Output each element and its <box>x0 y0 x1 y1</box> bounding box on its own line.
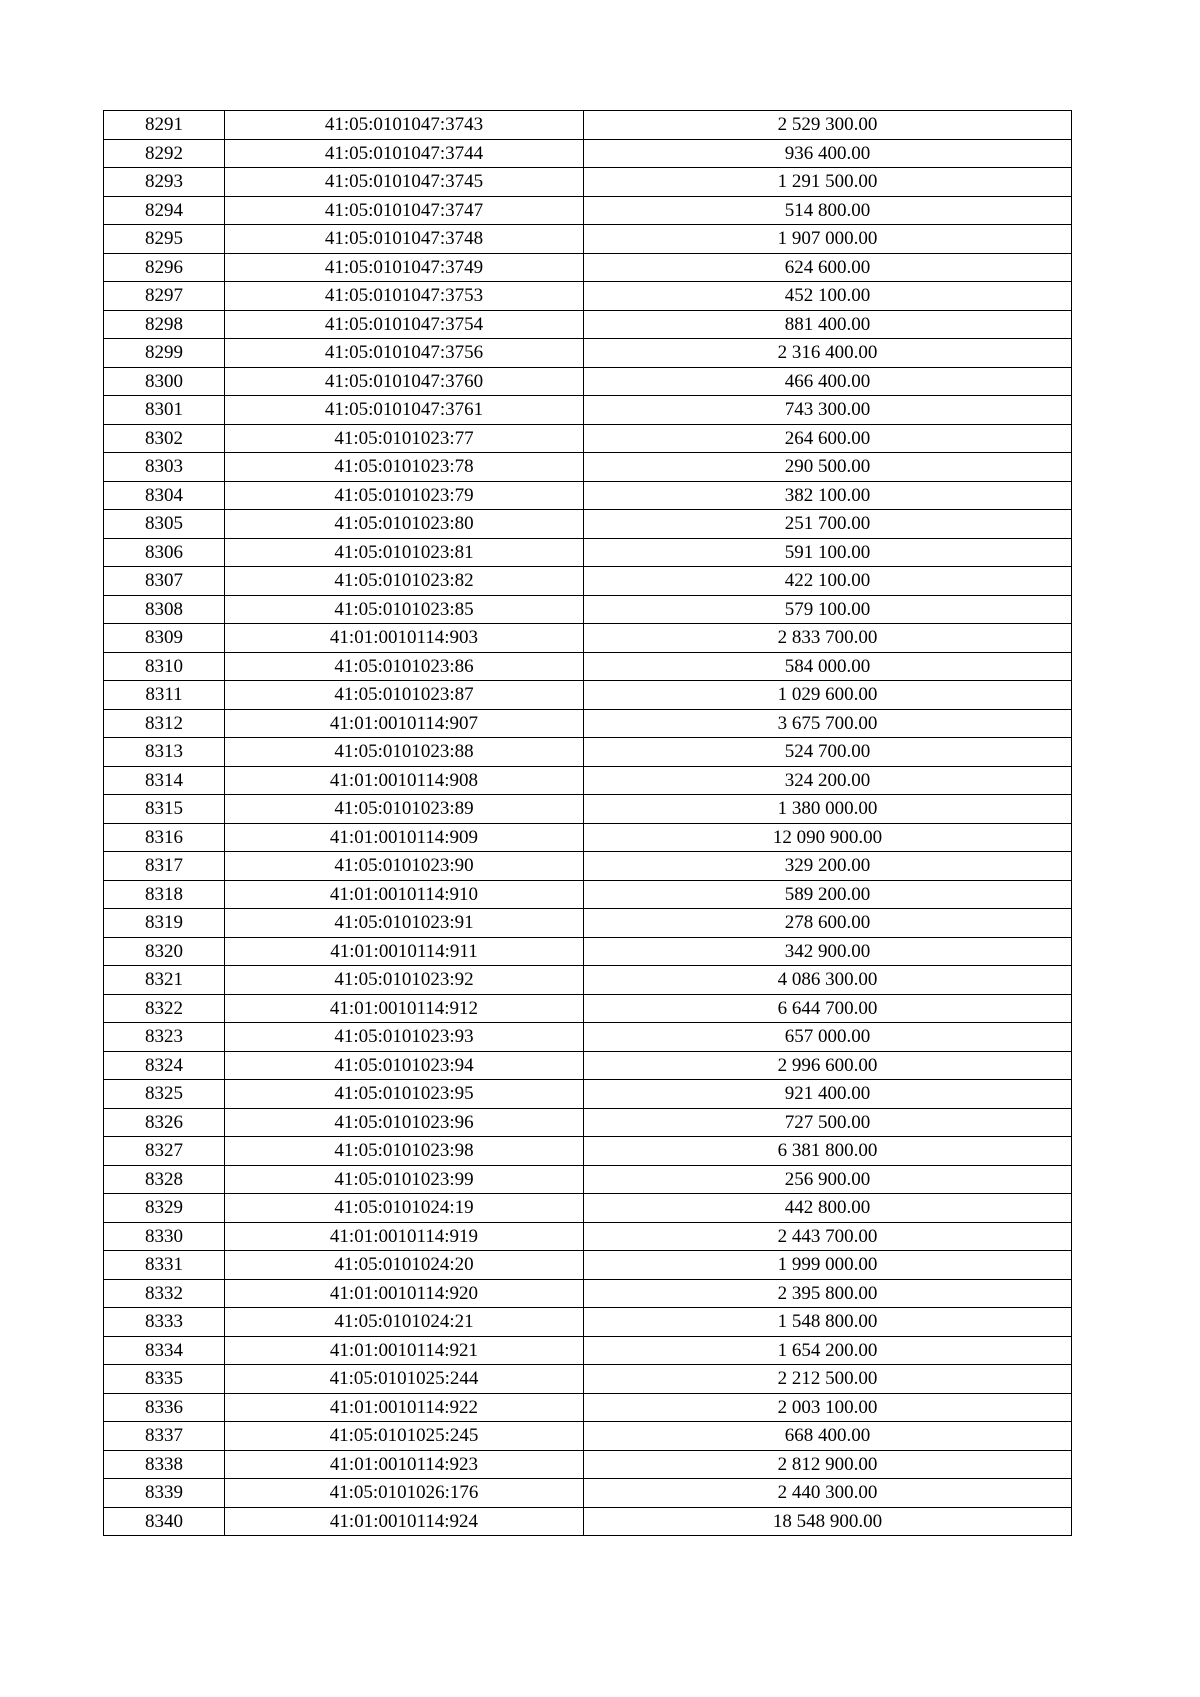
cadastral-value-cell: 6 644 700.00 <box>584 994 1072 1023</box>
table-row <box>104 652 1072 681</box>
table-row <box>104 168 1072 197</box>
cadastral-number-cell: 41:01:0010114:903 <box>225 624 584 653</box>
table-row <box>104 795 1072 824</box>
table-row <box>104 1336 1072 1365</box>
cadastral-number-cell: 41:05:0101023:98 <box>225 1137 584 1166</box>
table-row <box>104 852 1072 881</box>
row-number-cell: 8328 <box>104 1165 225 1194</box>
table-row <box>104 1279 1072 1308</box>
row-number-cell: 8309 <box>104 624 225 653</box>
cadastral-value-cell: 422 100.00 <box>584 567 1072 596</box>
cadastral-value-cell: 1 999 000.00 <box>584 1251 1072 1280</box>
table-row <box>104 424 1072 453</box>
cadastral-number-cell: 41:05:0101047:3747 <box>225 196 584 225</box>
table-row <box>104 111 1072 140</box>
cadastral-number-cell: 41:05:0101024:20 <box>225 1251 584 1280</box>
row-number-cell: 8308 <box>104 595 225 624</box>
cadastral-number-cell: 41:01:0010114:910 <box>225 880 584 909</box>
cadastral-value-cell: 278 600.00 <box>584 909 1072 938</box>
cadastral-number-cell: 41:01:0010114:912 <box>225 994 584 1023</box>
cadastral-number-cell: 41:05:0101023:94 <box>225 1051 584 1080</box>
cadastral-number-cell: 41:05:0101025:244 <box>225 1365 584 1394</box>
cadastral-value-cell: 2 443 700.00 <box>584 1222 1072 1251</box>
table-row <box>104 1194 1072 1223</box>
table-row <box>104 538 1072 567</box>
cadastral-number-cell: 41:05:0101023:81 <box>225 538 584 567</box>
cadastral-value-cell: 2 812 900.00 <box>584 1450 1072 1479</box>
table-row <box>104 453 1072 482</box>
table-row <box>104 339 1072 368</box>
row-number-cell: 8317 <box>104 852 225 881</box>
row-number-cell: 8291 <box>104 111 225 140</box>
cadastral-number-cell: 41:01:0010114:921 <box>225 1336 584 1365</box>
row-number-cell: 8340 <box>104 1507 225 1536</box>
row-number-cell: 8302 <box>104 424 225 453</box>
row-number-cell: 8333 <box>104 1308 225 1337</box>
table-row <box>104 310 1072 339</box>
cadastral-number-cell: 41:05:0101047:3745 <box>225 168 584 197</box>
cadastral-number-cell: 41:05:0101047:3753 <box>225 282 584 311</box>
row-number-cell: 8313 <box>104 738 225 767</box>
row-number-cell: 8322 <box>104 994 225 1023</box>
table-row <box>104 253 1072 282</box>
cadastral-value-cell: 524 700.00 <box>584 738 1072 767</box>
table-row <box>104 937 1072 966</box>
cadastral-value-cell: 881 400.00 <box>584 310 1072 339</box>
table-row <box>104 367 1072 396</box>
row-number-cell: 8318 <box>104 880 225 909</box>
cadastral-value-cell: 1 029 600.00 <box>584 681 1072 710</box>
table-row <box>104 1308 1072 1337</box>
cadastral-value-cell: 2 316 400.00 <box>584 339 1072 368</box>
table-row <box>104 1051 1072 1080</box>
cadastral-value-cell: 3 675 700.00 <box>584 709 1072 738</box>
table-row <box>104 595 1072 624</box>
table-row <box>104 1365 1072 1394</box>
cadastral-value-cell: 2 395 800.00 <box>584 1279 1072 1308</box>
cadastral-number-cell: 41:05:0101023:86 <box>225 652 584 681</box>
row-number-cell: 8321 <box>104 966 225 995</box>
table-row <box>104 196 1072 225</box>
cadastral-number-cell: 41:05:0101023:82 <box>225 567 584 596</box>
cadastral-value-cell: 624 600.00 <box>584 253 1072 282</box>
cadastral-value-cell: 657 000.00 <box>584 1023 1072 1052</box>
table-row <box>104 1137 1072 1166</box>
cadastral-value-cell: 727 500.00 <box>584 1108 1072 1137</box>
cadastral-value-cell: 2 440 300.00 <box>584 1479 1072 1508</box>
table-body <box>104 111 1072 1536</box>
table-row <box>104 1108 1072 1137</box>
cadastral-value-cell: 2 003 100.00 <box>584 1393 1072 1422</box>
cadastral-value-cell: 1 548 800.00 <box>584 1308 1072 1337</box>
cadastral-value-cell: 2 833 700.00 <box>584 624 1072 653</box>
row-number-cell: 8330 <box>104 1222 225 1251</box>
cadastral-number-cell: 41:05:0101047:3756 <box>225 339 584 368</box>
cadastral-number-cell: 41:05:0101023:88 <box>225 738 584 767</box>
row-number-cell: 8311 <box>104 681 225 710</box>
cadastral-value-table <box>103 110 1072 1536</box>
cadastral-value-cell: 6 381 800.00 <box>584 1137 1072 1166</box>
row-number-cell: 8292 <box>104 139 225 168</box>
cadastral-number-cell: 41:05:0101047:3760 <box>225 367 584 396</box>
table-row <box>104 1479 1072 1508</box>
cadastral-value-cell: 324 200.00 <box>584 766 1072 795</box>
row-number-cell: 8299 <box>104 339 225 368</box>
cadastral-value-cell: 466 400.00 <box>584 367 1072 396</box>
table-row <box>104 1222 1072 1251</box>
table-row <box>104 225 1072 254</box>
row-number-cell: 8293 <box>104 168 225 197</box>
table-row <box>104 1251 1072 1280</box>
cadastral-number-cell: 41:05:0101047:3761 <box>225 396 584 425</box>
table-row <box>104 1393 1072 1422</box>
table-row <box>104 396 1072 425</box>
cadastral-value-cell: 256 900.00 <box>584 1165 1072 1194</box>
cadastral-value-cell: 579 100.00 <box>584 595 1072 624</box>
cadastral-value-cell: 452 100.00 <box>584 282 1072 311</box>
cadastral-number-cell: 41:01:0010114:907 <box>225 709 584 738</box>
cadastral-value-cell: 1 380 000.00 <box>584 795 1072 824</box>
table-row <box>104 709 1072 738</box>
cadastral-number-cell: 41:01:0010114:924 <box>225 1507 584 1536</box>
cadastral-value-cell: 2 996 600.00 <box>584 1051 1072 1080</box>
cadastral-value-cell: 342 900.00 <box>584 937 1072 966</box>
table-row <box>104 909 1072 938</box>
row-number-cell: 8335 <box>104 1365 225 1394</box>
cadastral-number-cell: 41:05:0101024:19 <box>225 1194 584 1223</box>
row-number-cell: 8304 <box>104 481 225 510</box>
row-number-cell: 8295 <box>104 225 225 254</box>
row-number-cell: 8315 <box>104 795 225 824</box>
cadastral-number-cell: 41:05:0101023:93 <box>225 1023 584 1052</box>
cadastral-value-cell: 2 529 300.00 <box>584 111 1072 140</box>
cadastral-value-cell: 264 600.00 <box>584 424 1072 453</box>
cadastral-value-cell: 584 000.00 <box>584 652 1072 681</box>
table-row <box>104 681 1072 710</box>
cadastral-number-cell: 41:05:0101047:3743 <box>225 111 584 140</box>
row-number-cell: 8338 <box>104 1450 225 1479</box>
row-number-cell: 8320 <box>104 937 225 966</box>
row-number-cell: 8325 <box>104 1080 225 1109</box>
cadastral-number-cell: 41:05:0101023:90 <box>225 852 584 881</box>
row-number-cell: 8296 <box>104 253 225 282</box>
row-number-cell: 8329 <box>104 1194 225 1223</box>
cadastral-number-cell: 41:01:0010114:908 <box>225 766 584 795</box>
cadastral-value-cell: 382 100.00 <box>584 481 1072 510</box>
cadastral-number-cell: 41:05:0101023:89 <box>225 795 584 824</box>
row-number-cell: 8324 <box>104 1051 225 1080</box>
cadastral-value-cell: 921 400.00 <box>584 1080 1072 1109</box>
table-row <box>104 1023 1072 1052</box>
cadastral-number-cell: 41:05:0101047:3754 <box>225 310 584 339</box>
row-number-cell: 8331 <box>104 1251 225 1280</box>
cadastral-number-cell: 41:05:0101023:92 <box>225 966 584 995</box>
table-row <box>104 1165 1072 1194</box>
cadastral-number-cell: 41:05:0101023:79 <box>225 481 584 510</box>
table-row <box>104 139 1072 168</box>
cadastral-value-cell: 514 800.00 <box>584 196 1072 225</box>
cadastral-number-cell: 41:01:0010114:919 <box>225 1222 584 1251</box>
cadastral-number-cell: 41:05:0101023:96 <box>225 1108 584 1137</box>
cadastral-number-cell: 41:01:0010114:911 <box>225 937 584 966</box>
cadastral-number-cell: 41:05:0101024:21 <box>225 1308 584 1337</box>
cadastral-number-cell: 41:01:0010114:920 <box>225 1279 584 1308</box>
row-number-cell: 8316 <box>104 823 225 852</box>
cadastral-number-cell: 41:05:0101023:91 <box>225 909 584 938</box>
row-number-cell: 8323 <box>104 1023 225 1052</box>
row-number-cell: 8300 <box>104 367 225 396</box>
cadastral-number-cell: 41:05:0101047:3744 <box>225 139 584 168</box>
table-row <box>104 994 1072 1023</box>
cadastral-value-cell: 1 291 500.00 <box>584 168 1072 197</box>
cadastral-value-cell: 251 700.00 <box>584 510 1072 539</box>
table-row <box>104 1507 1072 1536</box>
table-row <box>104 481 1072 510</box>
table-row <box>104 624 1072 653</box>
table-row <box>104 1080 1072 1109</box>
cadastral-number-cell: 41:05:0101023:95 <box>225 1080 584 1109</box>
cadastral-value-cell: 1 654 200.00 <box>584 1336 1072 1365</box>
row-number-cell: 8294 <box>104 196 225 225</box>
table-row <box>104 510 1072 539</box>
cadastral-value-cell: 4 086 300.00 <box>584 966 1072 995</box>
cadastral-number-cell: 41:05:0101023:77 <box>225 424 584 453</box>
table-row <box>104 880 1072 909</box>
table-row <box>104 738 1072 767</box>
row-number-cell: 8336 <box>104 1393 225 1422</box>
row-number-cell: 8326 <box>104 1108 225 1137</box>
row-number-cell: 8327 <box>104 1137 225 1166</box>
row-number-cell: 8303 <box>104 453 225 482</box>
cadastral-value-cell: 2 212 500.00 <box>584 1365 1072 1394</box>
table-row <box>104 1450 1072 1479</box>
row-number-cell: 8314 <box>104 766 225 795</box>
row-number-cell: 8298 <box>104 310 225 339</box>
cadastral-number-cell: 41:05:0101023:78 <box>225 453 584 482</box>
row-number-cell: 8307 <box>104 567 225 596</box>
row-number-cell: 8305 <box>104 510 225 539</box>
row-number-cell: 8319 <box>104 909 225 938</box>
table-row <box>104 966 1072 995</box>
cadastral-value-cell: 591 100.00 <box>584 538 1072 567</box>
table-row <box>104 823 1072 852</box>
cadastral-number-cell: 41:01:0010114:922 <box>225 1393 584 1422</box>
row-number-cell: 8306 <box>104 538 225 567</box>
row-number-cell: 8334 <box>104 1336 225 1365</box>
cadastral-number-cell: 41:05:0101025:245 <box>225 1422 584 1451</box>
cadastral-number-cell: 41:01:0010114:923 <box>225 1450 584 1479</box>
cadastral-number-cell: 41:05:0101026:176 <box>225 1479 584 1508</box>
table-row <box>104 282 1072 311</box>
cadastral-number-cell: 41:05:0101023:85 <box>225 595 584 624</box>
cadastral-number-cell: 41:01:0010114:909 <box>225 823 584 852</box>
cadastral-value-cell: 1 907 000.00 <box>584 225 1072 254</box>
cadastral-value-cell: 442 800.00 <box>584 1194 1072 1223</box>
cadastral-number-cell: 41:05:0101023:80 <box>225 510 584 539</box>
table-row <box>104 567 1072 596</box>
cadastral-value-cell: 743 300.00 <box>584 396 1072 425</box>
row-number-cell: 8297 <box>104 282 225 311</box>
cadastral-value-cell: 589 200.00 <box>584 880 1072 909</box>
cadastral-value-cell: 18 548 900.00 <box>584 1507 1072 1536</box>
row-number-cell: 8332 <box>104 1279 225 1308</box>
row-number-cell: 8339 <box>104 1479 225 1508</box>
cadastral-number-cell: 41:05:0101023:99 <box>225 1165 584 1194</box>
cadastral-value-cell: 668 400.00 <box>584 1422 1072 1451</box>
row-number-cell: 8301 <box>104 396 225 425</box>
cadastral-value-cell: 12 090 900.00 <box>584 823 1072 852</box>
row-number-cell: 8310 <box>104 652 225 681</box>
cadastral-number-cell: 41:05:0101047:3748 <box>225 225 584 254</box>
table-row <box>104 766 1072 795</box>
cadastral-number-cell: 41:05:0101047:3749 <box>225 253 584 282</box>
cadastral-value-cell: 290 500.00 <box>584 453 1072 482</box>
cadastral-value-cell: 329 200.00 <box>584 852 1072 881</box>
table-row <box>104 1422 1072 1451</box>
row-number-cell: 8337 <box>104 1422 225 1451</box>
row-number-cell: 8312 <box>104 709 225 738</box>
cadastral-value-cell: 936 400.00 <box>584 139 1072 168</box>
cadastral-number-cell: 41:05:0101023:87 <box>225 681 584 710</box>
